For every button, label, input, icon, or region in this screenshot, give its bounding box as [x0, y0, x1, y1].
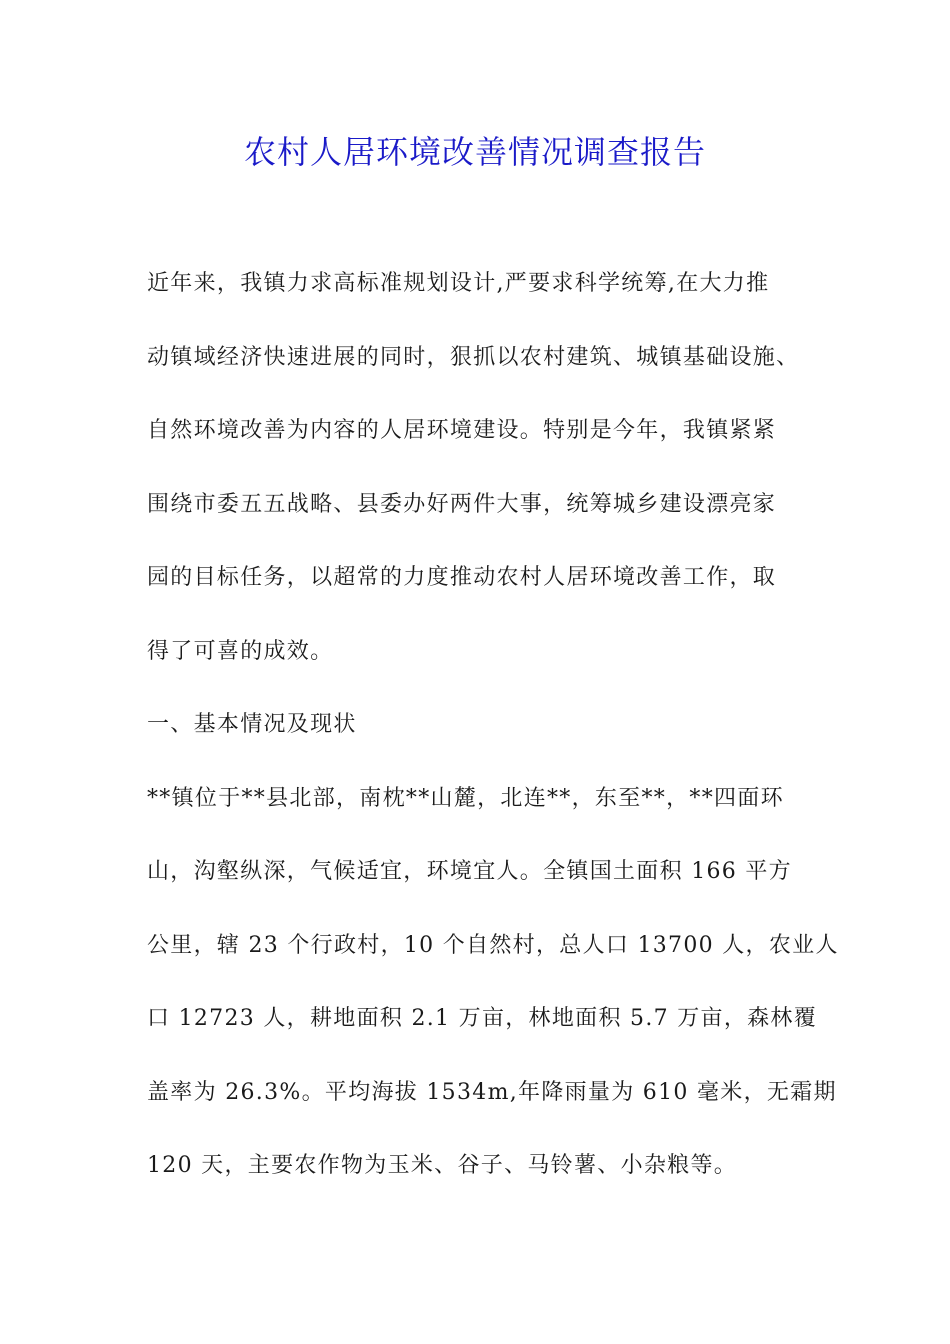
document-title: 农村人居环境改善情况调查报告 [243, 133, 706, 171]
document-body [147, 262, 839, 1218]
paragraph-line: 近年来，我镇力求高标准规划设计,严要求科学统筹,在大力推 [147, 271, 770, 296]
paragraph-line: 山，沟壑纵深，气候适宜，环境宜人。全镇国土面积 166 平方 [147, 859, 792, 884]
paragraph-line: 公里，辖 23 个行政村，10 个自然村，总人口 13700 人，农业人 [147, 932, 839, 958]
section-heading: 一、基本情况及现状 [147, 712, 357, 737]
paragraph-line: 口 12723 人，耕地面积 2.1 万亩，林地面积 5.7 万亩，森林覆 [147, 1006, 818, 1031]
paragraph-line: 盖率为 26.3%。平均海拔 1534m,年降雨量为 610 毫米，无霜期 [147, 1079, 837, 1105]
paragraph-line: 动镇域经济快速进展的同时，狠抓以农村建筑、城镇基础设施、 [147, 344, 800, 370]
paragraph-line: 得了可喜的成效。 [147, 638, 334, 664]
paragraph-line: 围绕市委五五战略、县委办好两件大事，统筹城乡建设漂亮家 [147, 491, 777, 517]
paragraph-line: 园的目标任务，以超常的力度推动农村人居环境改善工作，取 [147, 565, 777, 590]
paragraph-line: 120 天，主要农作物为玉米、谷子、马铃薯、小杂粮等。 [147, 1153, 738, 1178]
paragraph-line: 自然环境改善为内容的人居环境建设。特别是今年，我镇紧紧 [147, 418, 777, 443]
paragraph-line: **镇位于**县北部，南枕**山麓，北连**，东至**，**四面环 [147, 785, 784, 811]
